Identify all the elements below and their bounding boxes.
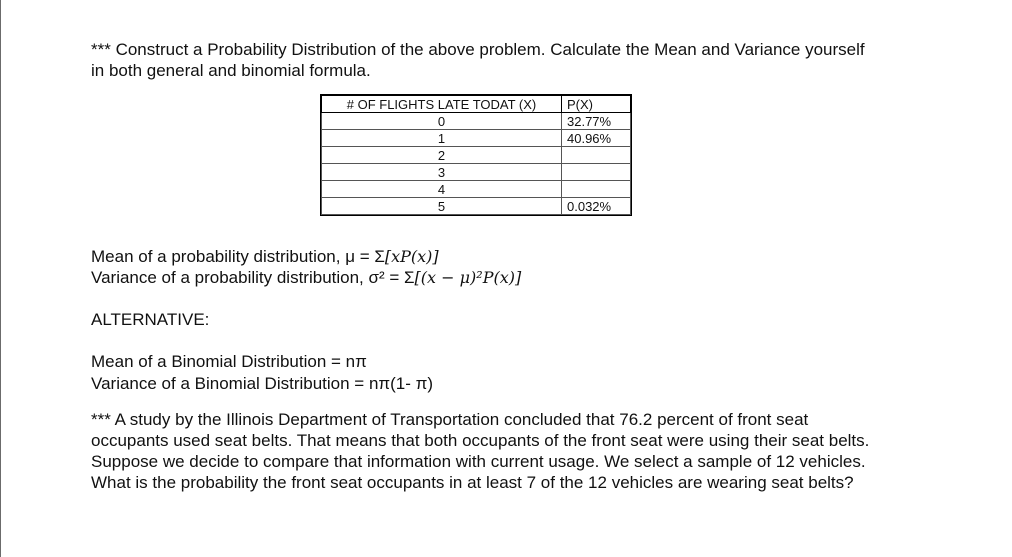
probability-distribution-table [321, 95, 631, 215]
cell-px: 40.96% [562, 130, 631, 147]
table-row [322, 130, 631, 147]
table-row [322, 181, 631, 198]
study-line-1: *** A study by the Illinois Department of Transportation concluded that 76.2 percent of front seat [91, 410, 809, 429]
cell-x: 0 [322, 113, 562, 130]
variance-formula [91, 267, 521, 288]
table-row [322, 198, 631, 215]
cell-px [562, 164, 631, 181]
variance-formula-label: Variance of a probability distribution, σ² = Σ [91, 268, 415, 287]
study-line-2: occupants used seat belts. That means that both occupants of the front seat were using their seat belts. [91, 431, 870, 450]
page-left-border [0, 0, 1, 557]
cell-px: 0.032% [562, 198, 631, 215]
table-row [322, 147, 631, 164]
column-header-px: P(X) [562, 96, 631, 113]
column-header-x: # OF FLIGHTS LATE TODAT (X) [322, 96, 562, 113]
study-line-4: What is the probability the front seat occupants in at least 7 of the 12 vehicles are wearing seat belts? [91, 473, 854, 492]
cell-x: 5 [322, 198, 562, 215]
study-line-3: Suppose we decide to compare that information with current usage. We select a sample of 12 vehicles. [91, 452, 866, 471]
intro-paragraph [91, 39, 865, 81]
binomial-variance-formula: Variance of a Binomial Distribution = nπ(1- π) [91, 374, 434, 393]
table-row [322, 164, 631, 181]
variance-formula-math: [(x − μ)²P(x)] [414, 268, 522, 287]
alternative-heading: ALTERNATIVE: [91, 310, 210, 329]
cell-x: 4 [322, 181, 562, 198]
intro-line-2: in both general and binomial formula. [91, 61, 371, 80]
cell-px: 32.77% [562, 113, 631, 130]
mean-formula-math: [xP(x)] [384, 247, 439, 266]
mean-formula-label: Mean of a probability distribution, μ = Σ [91, 247, 385, 266]
study-paragraph [91, 409, 869, 493]
cell-px [562, 181, 631, 198]
mean-formula [91, 246, 439, 267]
binomial-mean-formula: Mean of a Binomial Distribution = nπ [91, 352, 367, 371]
table-row [322, 113, 631, 130]
table-header-row [322, 96, 631, 113]
cell-x: 2 [322, 147, 562, 164]
intro-line-1: *** Construct a Probability Distribution of the above problem. Calculate the Mean and Variance yourself [91, 40, 865, 59]
cell-x: 1 [322, 130, 562, 147]
cell-x: 3 [322, 164, 562, 181]
cell-px [562, 147, 631, 164]
